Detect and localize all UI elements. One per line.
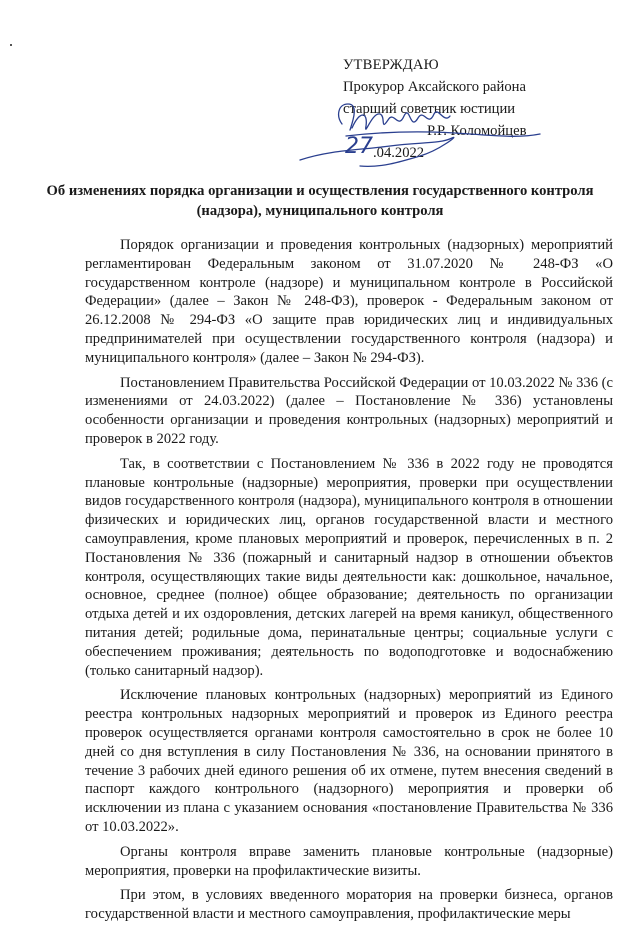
paragraph: При этом, в условиях введенного моратория на проверки бизнеса, органов государственной власти и местного самоуправления, профилактические меры: [85, 887, 613, 923]
paragraph: Порядок организации и проведения контрольных (надзорных) мероприятий регламентирован Федеральным законом от 31.07.2020 № 248-ФЗ «О государственном контроле (надзоре) и муниципальном контроле в Российской Федерации» (далее – Закон № 248-ФЗ), проверок - Федеральным законом от 26.12.2008 № 294-ФЗ «О защите прав юридических лиц и индивидуальных предпринимателей при осуществлении государственного контроля (надзора) и муниципального контроля» (далее – Закон № 294-ФЗ).: [85, 237, 613, 366]
document-title: Об изменениях порядка организации и осуществления государственного контроля (надзора), муниципального контроля: [46, 183, 594, 219]
document-body: [85, 236, 613, 930]
scan-speck: [10, 44, 12, 46]
paragraph: Постановлением Правительства Российской Федерации от 10.03.2022 № 336 (с изменениями от 24.03.2022) (далее – Постановление № 336) установлены особенности организации и проведения контрольных (надзорных) мероприятий и проверок в 2022 году.: [85, 374, 613, 447]
approval-heading: УТВЕРЖДАЮ: [343, 57, 439, 73]
approval-position: Прокурор Аксайского района: [343, 79, 526, 95]
paragraph: Органы контроля вправе заменить плановые контрольные (надзорные) мероприятия, проверки на профилактические визиты.: [85, 843, 613, 879]
approval-rank: старший советник юстиции: [343, 101, 516, 117]
approval-date-rest: .04.2022: [373, 145, 425, 161]
approval-block: [343, 54, 603, 164]
paragraph: Так, в соответствии с Постановлением № 336 в 2022 году не проводятся плановые контрольные (надзорные) мероприятия, проверки при осуществлении видов государственного контроля (надзора), муниципального контроля в отношении физических и юридических лиц, органов государственной власти и местного самоуправления, кроме плановых мероприятий и проверок, перечисленных в п. 2 Постановления № 336 (пожарный и санитарный надзор в отношении объектов контроля, осуществляющих такие виды деятельности как: дошкольное, начальное, основное, среднее (полное) общее образование; деятельность по организации отдыха детей и их оздоровления, детских лагерей на время каникул, общественного питания детей; родильные дома, перинатальные центры; социальные услуги с обеспечением проживания; деятельность по водоподготовке и водоснабжению (только санитарный надзор).: [85, 455, 613, 679]
approval-date: [343, 134, 603, 164]
approval-date-day: 27: [345, 134, 373, 159]
paragraph: Исключение плановых контрольных (надзорных) мероприятий из Единого реестра контрольных надзорных мероприятий и проверок из Единого реестра проверок осуществляется органами контроля самостоятельно в срок не более 10 дней со дня вступления в силу Постановления № 336, на основании принятого в течение 3 рабочих дней единого решения об их отмене, путем внесения сведений в паспорт каждого контрольного (надзорного) мероприятия и проверки об исключении из плана с указанием основания «постановление Правительства № 336 от 10.03.2022».: [85, 687, 613, 835]
approval-name: Р.Р. Коломойцев: [427, 123, 527, 139]
